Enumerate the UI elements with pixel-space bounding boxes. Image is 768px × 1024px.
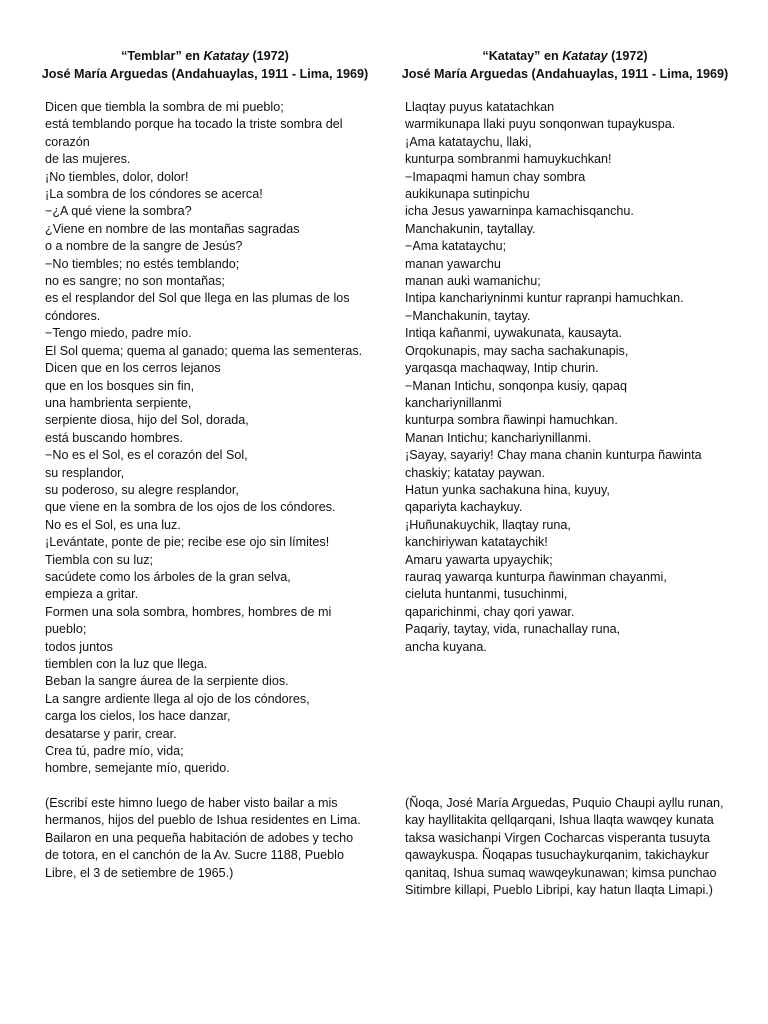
poem-line: ¡Sayay, sayariy! Chay mana chanin kunturpa ñawinta bbox=[405, 448, 702, 463]
quechua-author: José María Arguedas (Andahuaylas, 1911 - Lima, 1969) bbox=[401, 67, 729, 81]
poem-line: carga los cielos, los hace danzar, bbox=[45, 709, 231, 724]
poem-line: ¡La sombra de los cóndores se acerca! bbox=[45, 187, 263, 202]
quechua-header bbox=[400, 47, 730, 83]
poem-line: kanchiriywan katataychik! bbox=[405, 535, 548, 550]
poem-line: que viene en la sombra de los ojos de los cóndores. bbox=[45, 500, 336, 515]
poem-line: −Imapaqmi hamun chay sombra bbox=[405, 169, 586, 184]
poem-line: corazón bbox=[45, 134, 90, 149]
poem-line: Tiembla con su luz; bbox=[45, 552, 154, 567]
poem-line: Dicen que tiembla la sombra de mi pueblo; bbox=[45, 100, 284, 114]
poem-line: −Manchakunin, taytay. bbox=[405, 308, 531, 323]
poem-line: una hambrienta serpiente, bbox=[45, 395, 192, 410]
poem-line: warmikunapa llaki puyu sonqonwan tupaykuspa. bbox=[405, 117, 676, 132]
poem-line: Manan Intichu; kanchariynillanmi. bbox=[405, 430, 592, 445]
poem-line: icha Jesus yawarninpa kamachisqanchu. bbox=[405, 204, 634, 219]
poem-line: qapariyta kachaykuy. bbox=[405, 500, 523, 515]
poem-line: es el resplandor del Sol que llega en las plumas de los bbox=[45, 291, 350, 306]
spanish-poem bbox=[45, 99, 365, 778]
poem-line: kunturpa sombra ñawinpi hamuchkan. bbox=[405, 413, 618, 428]
poem-line: Intiqa kañanmi, uywakunata, kausayta. bbox=[405, 326, 623, 341]
poem-line: rauraq yawarqa kunturpa ñawinman chayanmi, bbox=[405, 569, 667, 584]
poem-line: ancha kuyana. bbox=[405, 639, 487, 654]
poem-line: No es el Sol, es una luz. bbox=[45, 517, 181, 532]
poem-line: cóndores. bbox=[45, 308, 101, 323]
poem-line: está buscando hombres. bbox=[45, 430, 183, 445]
poem-line: no es sangre; no son montañas; bbox=[45, 274, 225, 289]
poem-line: yarqasqa machaqway, Intip churin. bbox=[405, 361, 599, 376]
poem-line: −Manan Intichu, sonqonpa kusiy, qapaq bbox=[405, 378, 628, 393]
poem-line: ¡No tiembles, dolor, dolor! bbox=[45, 169, 189, 184]
poem-line: que en los bosques sin fin, bbox=[45, 378, 195, 393]
poem-line: su resplandor, bbox=[45, 465, 125, 480]
poem-line: −No es el Sol, es el corazón del Sol, bbox=[45, 448, 248, 463]
poem-line: o a nombre de la sangre de Jesús? bbox=[45, 239, 243, 254]
poem-line: −Ama katataychu; bbox=[405, 239, 507, 254]
poem-line: tiemblen con la luz que llega. bbox=[45, 657, 208, 671]
poem-line: chaskiy; katatay paywan. bbox=[405, 465, 546, 480]
poem-line: pueblo; bbox=[45, 622, 87, 637]
poem-line: Llaqtay puyus katatachkan bbox=[405, 100, 555, 114]
poem-line: desatarse y parir, crear. bbox=[45, 726, 177, 741]
spanish-author: José María Arguedas (Andahuaylas, 1911 - Lima, 1969) bbox=[41, 67, 369, 81]
poem-line: Hatun yunka sachakuna hina, kuyuy, bbox=[405, 482, 610, 497]
poem-line: serpiente diosa, hijo del Sol, dorada, bbox=[45, 413, 249, 428]
poem-line: −¿A qué viene la sombra? bbox=[45, 204, 192, 219]
spanish-title-book: Katatay bbox=[203, 49, 249, 63]
poem-line: cieluta huntanmi, tusuchinmi, bbox=[405, 587, 568, 602]
poem-line: ¡Huñunakuychik, llaqtay runa, bbox=[405, 517, 571, 532]
poem-line: está temblando porque ha tocado la triste sombra del bbox=[45, 117, 343, 132]
poem-line: aukikunapa sutinpichu bbox=[405, 187, 530, 202]
spanish-note: (Escribí este himno luego de haber visto bailar a mis hermanos, hijos del pueblo de Ishua residentes en Lima. Bailaron en una pequeña habitación de adobes y techo de totora, en el canchón de la Av. Sucre 1188, Pueblo Libre, el 3 de setiembre de 1965.) bbox=[45, 796, 361, 880]
poem-line: todos juntos bbox=[45, 639, 113, 654]
poem-line: hombre, semejante mío, querido. bbox=[45, 761, 230, 776]
poem-line: Orqokunapis, may sacha sachakunapis, bbox=[405, 343, 629, 358]
poem-line: qaparichinmi, chay qori yawar. bbox=[405, 604, 575, 619]
poem-line: Crea tú, padre mío, vida; bbox=[45, 744, 184, 759]
poem-line: manan yawarchu bbox=[405, 256, 501, 271]
poem-line: kunturpa sombranmi hamuykuchkan! bbox=[405, 152, 612, 167]
poem-line: ¡Ama katataychu, llaki, bbox=[405, 134, 532, 149]
poem-line: ¡Levántate, ponte de pie; recibe ese ojo sin límites! bbox=[45, 535, 330, 550]
poem-line: empieza a gritar. bbox=[45, 587, 139, 602]
poem-line: El Sol quema; quema al ganado; quema las sementeras. bbox=[45, 343, 363, 358]
quechua-title-book: Katatay bbox=[562, 49, 608, 63]
poem-line: manan auki wamanichu; bbox=[405, 274, 541, 289]
poem-line: −Tengo miedo, padre mío. bbox=[45, 326, 192, 341]
poem-line: Paqariy, taytay, vida, runachallay runa, bbox=[405, 622, 621, 637]
spanish-header bbox=[40, 47, 370, 83]
poem-line: Amaru yawarta upyaychik; bbox=[405, 552, 553, 567]
poem-line: kanchariynillanmi bbox=[405, 395, 502, 410]
poem-line: Intipa kanchariyninmi kuntur rapranpi hamuchkan. bbox=[405, 291, 684, 306]
poem-line: La sangre ardiente llega al ojo de los cóndores, bbox=[45, 691, 310, 706]
poem-line: sacúdete como los árboles de la gran selva, bbox=[45, 569, 291, 584]
poem-line: Dicen que en los cerros lejanos bbox=[45, 361, 221, 376]
poem-line: Manchakunin, taytallay. bbox=[405, 221, 536, 236]
spanish-title: “Temblar” en Katatay (1972) bbox=[121, 49, 289, 63]
quechua-note: (Ñoqa, José María Arguedas, Puquio Chaupi ayllu runan, kay hayllitakita qellqarqani, Ishua llaqta wawqey kunata taksa wasichanpi Virgen Cocharcas visperanta tusuyta qawaykuspa. Ñoqapas tusuchaykurqanim, takichaykur qanitaq, Ishua sumaq wawqeykunawan; kimsa punchao Sitimbre killapi, Pueblo Libripi, kay hatun llaqta Limapi.) bbox=[405, 796, 724, 898]
quechua-column bbox=[401, 47, 729, 656]
spanish-column bbox=[41, 47, 369, 778]
quechua-title: “Katatay” en Katatay (1972) bbox=[482, 49, 648, 63]
poem-line: ¿Viene en nombre de las montañas sagradas bbox=[45, 221, 300, 236]
poem-line: de las mujeres. bbox=[45, 152, 131, 167]
poem-line: Beban la sangre áurea de la serpiente dios. bbox=[45, 674, 289, 689]
poem-line: −No tiembles; no estés temblando; bbox=[45, 256, 240, 271]
quechua-poem bbox=[405, 99, 725, 656]
poem-line: Formen una sola sombra, hombres, hombres de mi bbox=[45, 604, 332, 619]
poem-line: su poderoso, su alegre resplandor, bbox=[45, 482, 239, 497]
